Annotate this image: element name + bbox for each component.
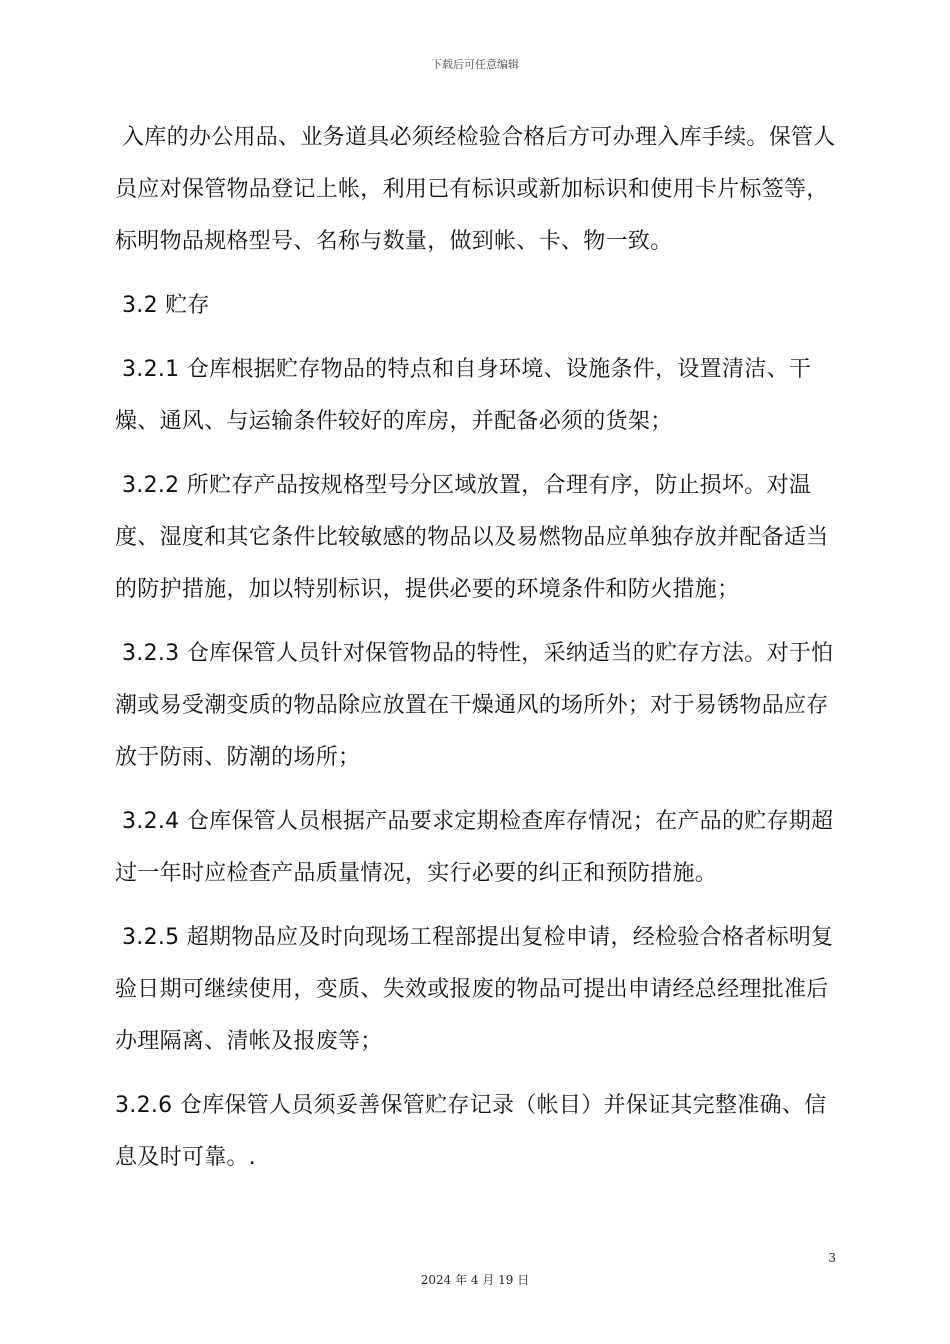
- page-number: 3: [828, 1251, 836, 1265]
- section-heading-storage: 3.2 贮存: [122, 293, 210, 318]
- paragraph-3-2-6: 3.2.6 仓库保管人员须妥善保管贮存记录（帐目）并保证其完整准确、信息及时可靠。.: [115, 1093, 827, 1170]
- paragraph-3-2-5: 3.2.5 超期物品应及时向现场工程部提出复检申请，经检验合格者标明复验日期可继续使用，变质、失效或报废的物品可提出申请经总经理批准后办理隔离、清帐及报废等；: [115, 925, 834, 1054]
- paragraph-3-2-2: 3.2.2 所贮存产品按规格型号分区域放置，合理有序，防止损坏。对温度、湿度和其它条件比较敏感的物品以及易燃物品应单独存放并配备适当的防护措施，加以特别标识，提供必要的环境条件和防火措施；: [115, 473, 829, 602]
- paragraph-3-2-1: 3.2.1 仓库根据贮存物品的特点和自身环境、设施条件，设置清洁、干燥、通风、与运输条件较好的库房，并配备必须的货架；: [115, 357, 812, 434]
- paragraph-warehouse-entry: 入库的办公用品、业务道具必须经检验合格后方可办理入库手续。保管人员应对保管物品登记上帐，利用已有标识或新加标识和使用卡片标签等，标明物品规格型号、名称与数量，做到帐、卡、物一致。: [115, 125, 836, 254]
- paragraph-3-2-4: 3.2.4 仓库保管人员根据产品要求定期检查库存情况；在产品的贮存期超过一年时应检查产品质量情况，实行必要的纠正和预防措施。: [115, 809, 834, 886]
- paragraph-3-2-3: 3.2.3 仓库保管人员针对保管物品的特性，采纳适当的贮存方法。对于怕潮或易受潮变质的物品除应放置在干燥通风的场所外；对于易锈物品应存放于防雨、防潮的场所；: [115, 641, 834, 770]
- document-body: [115, 112, 840, 1196]
- footer-date: 2024 年 4 月 19 日: [420, 1273, 530, 1287]
- page-header: 下载后可任意编辑: [431, 58, 519, 71]
